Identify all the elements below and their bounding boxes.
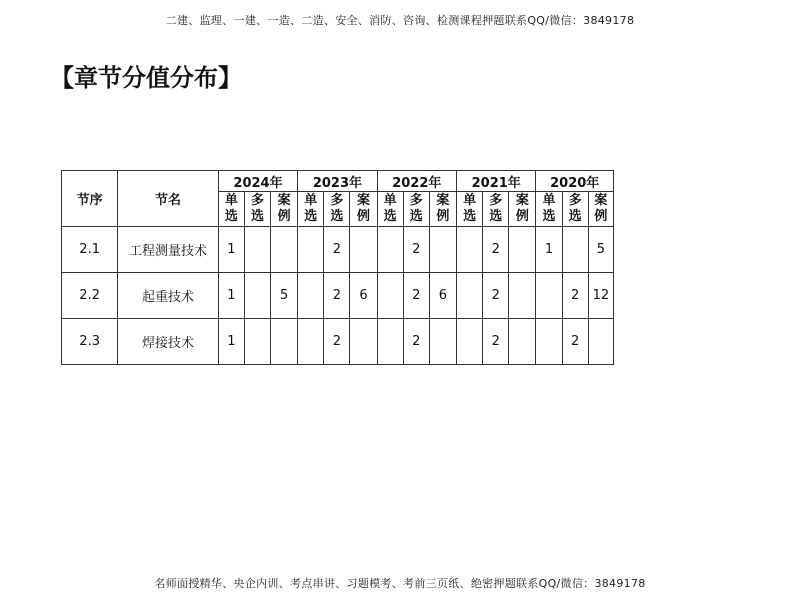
score-cell xyxy=(509,319,536,365)
year-header-2021: 2021年 xyxy=(457,171,536,192)
year-header-2024: 2024年 xyxy=(218,171,297,192)
table-row xyxy=(62,227,614,273)
score-cell xyxy=(562,227,588,273)
qtype-multiple: 多 选 xyxy=(244,192,270,227)
name-column-header: 节名 xyxy=(118,171,219,227)
qtype-multiple: 多 选 xyxy=(324,192,350,227)
score-cell xyxy=(509,227,536,273)
score-cell: 6 xyxy=(350,273,377,319)
qtype-single: 单 选 xyxy=(298,192,324,227)
score-cell: 1 xyxy=(536,227,562,273)
qtype-single: 单 选 xyxy=(457,192,483,227)
score-cell xyxy=(536,273,562,319)
score-cell: 1 xyxy=(218,273,244,319)
qtype-single: 单 选 xyxy=(536,192,562,227)
score-cell xyxy=(429,227,456,273)
score-cell xyxy=(244,227,270,273)
year-header-2022: 2022年 xyxy=(377,171,456,192)
header-notice: 二建、监理、一建、一造、二造、安全、消防、咨询、检测课程押题联系QQ/微信：3849178 xyxy=(165,14,635,27)
score-cell: 5 xyxy=(588,227,613,273)
score-cell: 2 xyxy=(562,273,588,319)
qtype-case: 案 例 xyxy=(429,192,456,227)
section-number: 2.2 xyxy=(62,273,118,319)
score-cell: 2 xyxy=(403,227,429,273)
qtype-case: 案 例 xyxy=(271,192,298,227)
score-cell xyxy=(457,273,483,319)
score-cell xyxy=(244,319,270,365)
qtype-case: 案 例 xyxy=(509,192,536,227)
score-cell: 6 xyxy=(429,273,456,319)
score-cell xyxy=(350,319,377,365)
score-cell: 12 xyxy=(588,273,613,319)
score-cell xyxy=(271,227,298,273)
year-header-2023: 2023年 xyxy=(298,171,377,192)
qtype-multiple: 多 选 xyxy=(403,192,429,227)
qtype-multiple: 多 选 xyxy=(562,192,588,227)
qtype-multiple: 多 选 xyxy=(483,192,509,227)
score-cell xyxy=(271,319,298,365)
footer-notice: 名师面授精华、央企内训、考点串讲、习题模考、考前三页纸、绝密押题联系QQ/微信：3849178 xyxy=(154,577,646,590)
score-cell: 2 xyxy=(324,227,350,273)
table-row xyxy=(62,273,614,319)
section-column-header: 节序 xyxy=(62,171,118,227)
section-number: 2.3 xyxy=(62,319,118,365)
page-title: 【章节分值分布】 xyxy=(50,64,242,92)
score-cell xyxy=(377,227,403,273)
qtype-single: 单 选 xyxy=(377,192,403,227)
score-cell: 1 xyxy=(218,319,244,365)
score-cell: 2 xyxy=(483,227,509,273)
year-header-row xyxy=(62,171,614,192)
score-cell: 2 xyxy=(324,273,350,319)
section-name: 起重技术 xyxy=(118,273,219,319)
score-cell: 2 xyxy=(403,273,429,319)
year-header-2020: 2020年 xyxy=(536,171,614,192)
score-cell xyxy=(429,319,456,365)
qtype-case: 案 例 xyxy=(350,192,377,227)
qtype-case: 案 例 xyxy=(588,192,613,227)
score-cell: 2 xyxy=(403,319,429,365)
qtype-single: 单 选 xyxy=(218,192,244,227)
score-cell: 2 xyxy=(562,319,588,365)
score-cell xyxy=(457,319,483,365)
score-cell xyxy=(350,227,377,273)
score-cell xyxy=(244,273,270,319)
score-cell: 1 xyxy=(218,227,244,273)
chapter-score-table xyxy=(61,170,614,365)
score-cell xyxy=(536,319,562,365)
section-name: 工程测量技术 xyxy=(118,227,219,273)
score-cell: 2 xyxy=(483,319,509,365)
score-cell xyxy=(377,319,403,365)
score-cell xyxy=(298,273,324,319)
score-cell xyxy=(457,227,483,273)
section-name: 焊接技术 xyxy=(118,319,219,365)
score-cell xyxy=(588,319,613,365)
section-number: 2.1 xyxy=(62,227,118,273)
table-row xyxy=(62,319,614,365)
score-cell: 5 xyxy=(271,273,298,319)
score-cell xyxy=(509,273,536,319)
score-cell xyxy=(377,273,403,319)
score-cell: 2 xyxy=(324,319,350,365)
score-cell: 2 xyxy=(483,273,509,319)
score-cell xyxy=(298,227,324,273)
score-cell xyxy=(298,319,324,365)
